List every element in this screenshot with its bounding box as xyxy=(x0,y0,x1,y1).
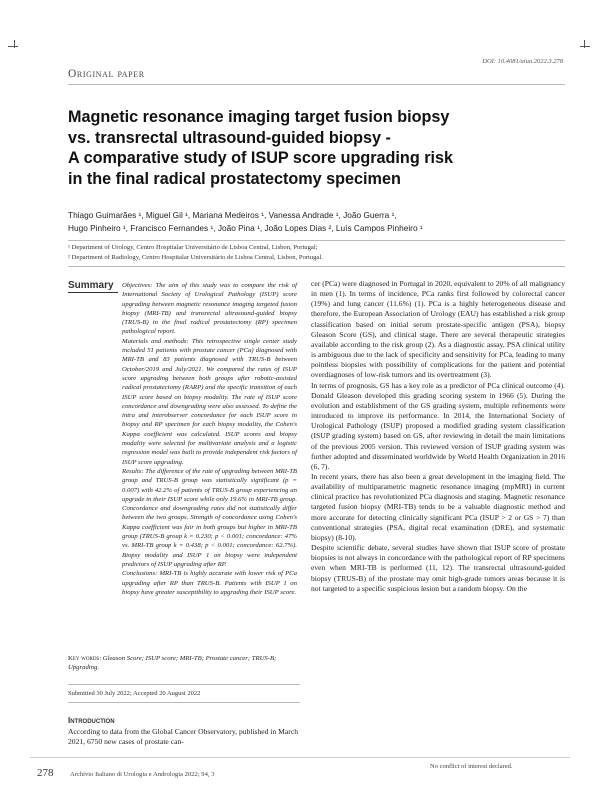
abstract-conclusions: Conclusions: MRI-TB is highly accurate with lower risk of PCa upgrading after RP than TRUS-B. Patients with ISUP 1 on biopsy have greater susceptibility to upgrading their ISUP score. xyxy=(122,570,297,596)
crop-mark xyxy=(8,46,18,47)
title-line: in the final radical prostatectomy specimen xyxy=(68,169,401,188)
submission-dates: Submitted 30 July 2022; Accepted 20 August 2022 xyxy=(68,690,201,697)
article-title xyxy=(68,107,568,189)
author-line: Hugo Pinheiro ¹, Francisco Fernandes ¹, João Pina ¹, João Lopes Dias ², Luís Campos Pinheiro ¹ xyxy=(68,223,423,233)
section-label: Original paper xyxy=(68,68,145,80)
body-paragraph: cer (PCa) were diagnosed in Portugal in 2020, equivalent to 20% of all malignancy in men (1). In terms of incidence, PCa ranks first followed by colorectal cancer (19%) and lung cancer (11.6%) (1). PCa is a highly heterogeneous disease and therefore, the European Association of Urology (EAU) has established a risk group classification based on initial serum prostate-specific antigen (PSA), biopsy Gleason Score (GS), and clinical stage. There are several therapeutic strategies available according to the risk group (2). As a diagnostic assay, PSA clinical utility is ambiguous due to the lack of specificity and sensitivity for PCa, leading to many pointless biopsies with possibility of complications for the patient and potential overdiagnoses of low-risk tumors and its overtreatment (3). xyxy=(311,279,565,380)
body-paragraph: In terms of prognosis, GS has a key role as a predictor of PCa clinical outcome (4). Donald Gleason developed this grading scoring system in 1966 (5). During the evolution and establishment of the GS grading system, multiple refinements were introduced to improve its performance. In 2014, the International Society of Urological Pathology (ISUP) proposed a modified grading system classification (ISUP grading system) based on GS, after reviewing in detail the main limitations of the previous 2005 version. This reviewed version of ISUP grading system was further adopted and disseminated worldwide by World Health Organization in 2016 (6, 7). xyxy=(311,380,565,471)
conflict-statement: No conflict of interest declared. xyxy=(430,763,513,770)
affiliation-rule xyxy=(68,266,565,267)
crop-mark xyxy=(580,46,590,47)
introduction-text: According to data from the Global Cancer Observatory, published in March 2021, 6750 new cases of prostate can- xyxy=(68,727,298,747)
title-line: Magnetic resonance imaging target fusion biopsy xyxy=(68,108,450,126)
abstract-results: Results: The difference of the rate of upgrading between MRI-TB group and TRUS-B group was statistically significant (p = 0.007) with 42.2% of patients of TRUS-B group experiencing an upgrade in their ISUP score while only 19.6% in MRI-TB group. Concordance and downgrading rates did not statistically differ between the two groups. Strength of concordance using Cohen's Kappa coefficient was fair in both groups but higher in MRI-TB group (TRUS-B group k = 0.230; p < 0.001; concordance: 47% vs. MRI-TB group k = 0.438; p < 0.001; concordance: 62.7%). Biopsy modality and ISUP 1 on biopsy were independent predictors of ISUP upgrading after RP. xyxy=(122,467,297,568)
abstract-objectives: Objectives: The aim of this study was to compare the risk of International Society of Urological Pathology (ISUP) score upgrading between magnetic resonance imaging targeted fusion biopsy (MRI-TB) and transrectal ultrasound-guided biopsy (TRUS-B) in the final radical prostatectomy (RP) specimen pathological report. xyxy=(122,282,297,336)
body-paragraph: In recent years, there has also been a great development in the imaging field. The availability of multiparametric magnetic resonance imaging (mpMRI) in current clinical practice has revolutionized PCa diagnosis and staging. Magnetic resonance targeted fusion biopsy (MRI-TB) tends to be a valuable diagnostic method and more accurate for detecting clinically significant PCa (ISUP > 2 or GS > 7) than conventional strategies (PSA, digital recal examination (DRE), and systematic biopsy) (8-10). xyxy=(311,471,565,542)
body-paragraph: Despite scientific debate, several studies have shown that ISUP score of prostate biopsies is not always in concordance with the pathological report of RP specimens even when MRI-TB is performed (11, 12). The transrectal ultrasound-guided biopsy (TRUS-B) of the prostate may omit high-grade tumors areas because it is not targeted to a specific suspicious lesion but a random biopsy. On the xyxy=(311,543,565,593)
submitted-rule xyxy=(68,702,300,703)
summary-underline xyxy=(68,292,118,293)
abstract-methods: Materials and methods: This retrospective single center study included 51 patients with prostate cancer (PCa) diagnosed with MRI-TB and 83 patients diagnosed with TRUS-B between October/2019 and July/2021. We compared the rates of ISUP score upgrading between both groups after robotic-assisted radical prostatectomy (RARP) and the specific transition of each ISUP score based on biopsy modality. The rate of ISUP score concordance and downgrading were also assessed. To define the intra and interobserver concordance for each ISUP score in biopsy and RP specimen for each biopsy modality, the Cohen's Kappa coefficient was calculated. ISUP scores and biopsy modality were selected for multivariate analysis and a logistic regression model was built to provide independent risk factors of ISUP score upgrading. xyxy=(122,337,297,466)
affiliation-rule xyxy=(68,240,565,241)
affiliation: ¹ Department of Urology, Centro Hospitalar Universitário de Lisboa Central, Lisbon, Portugal; xyxy=(68,244,318,251)
affiliation: ² Department of Radiology, Centro Hospitalar Universitário de Lisboa Central, Lisbon, Portugal. xyxy=(68,254,323,261)
keywords xyxy=(68,654,298,673)
introduction-heading: Introduction xyxy=(68,716,115,725)
right-column xyxy=(311,279,565,594)
section-rule xyxy=(68,84,565,85)
abstract xyxy=(122,281,297,597)
page-number: 278 xyxy=(37,767,54,779)
author-list xyxy=(68,209,568,235)
doi: DOI: 10.4081/aiua.2022.3.278 xyxy=(482,58,563,65)
keywords-text: Gleason Score; ISUP score; MRI-TB; Prostate cancer; TRUS-B; Upgrading. xyxy=(68,655,277,672)
author-line: Thiago Guimarães ¹, Miguel Gil ¹, Mariana Medeiros ¹, Vanessa Andrade ¹, João Guerra ¹, xyxy=(68,210,397,220)
summary-label: Summary xyxy=(68,280,114,291)
keywords-label: Key words: xyxy=(68,655,102,662)
title-line: vs. transrectal ultrasound-guided biopsy - xyxy=(68,128,391,147)
footer-rule xyxy=(30,757,570,758)
submitted-rule xyxy=(68,684,300,685)
journal-citation: Archivio Italiano di Urologia e Andrologia 2022; 94, 3 xyxy=(70,771,215,778)
title-line: A comparative study of ISUP score upgrading risk xyxy=(68,149,454,167)
